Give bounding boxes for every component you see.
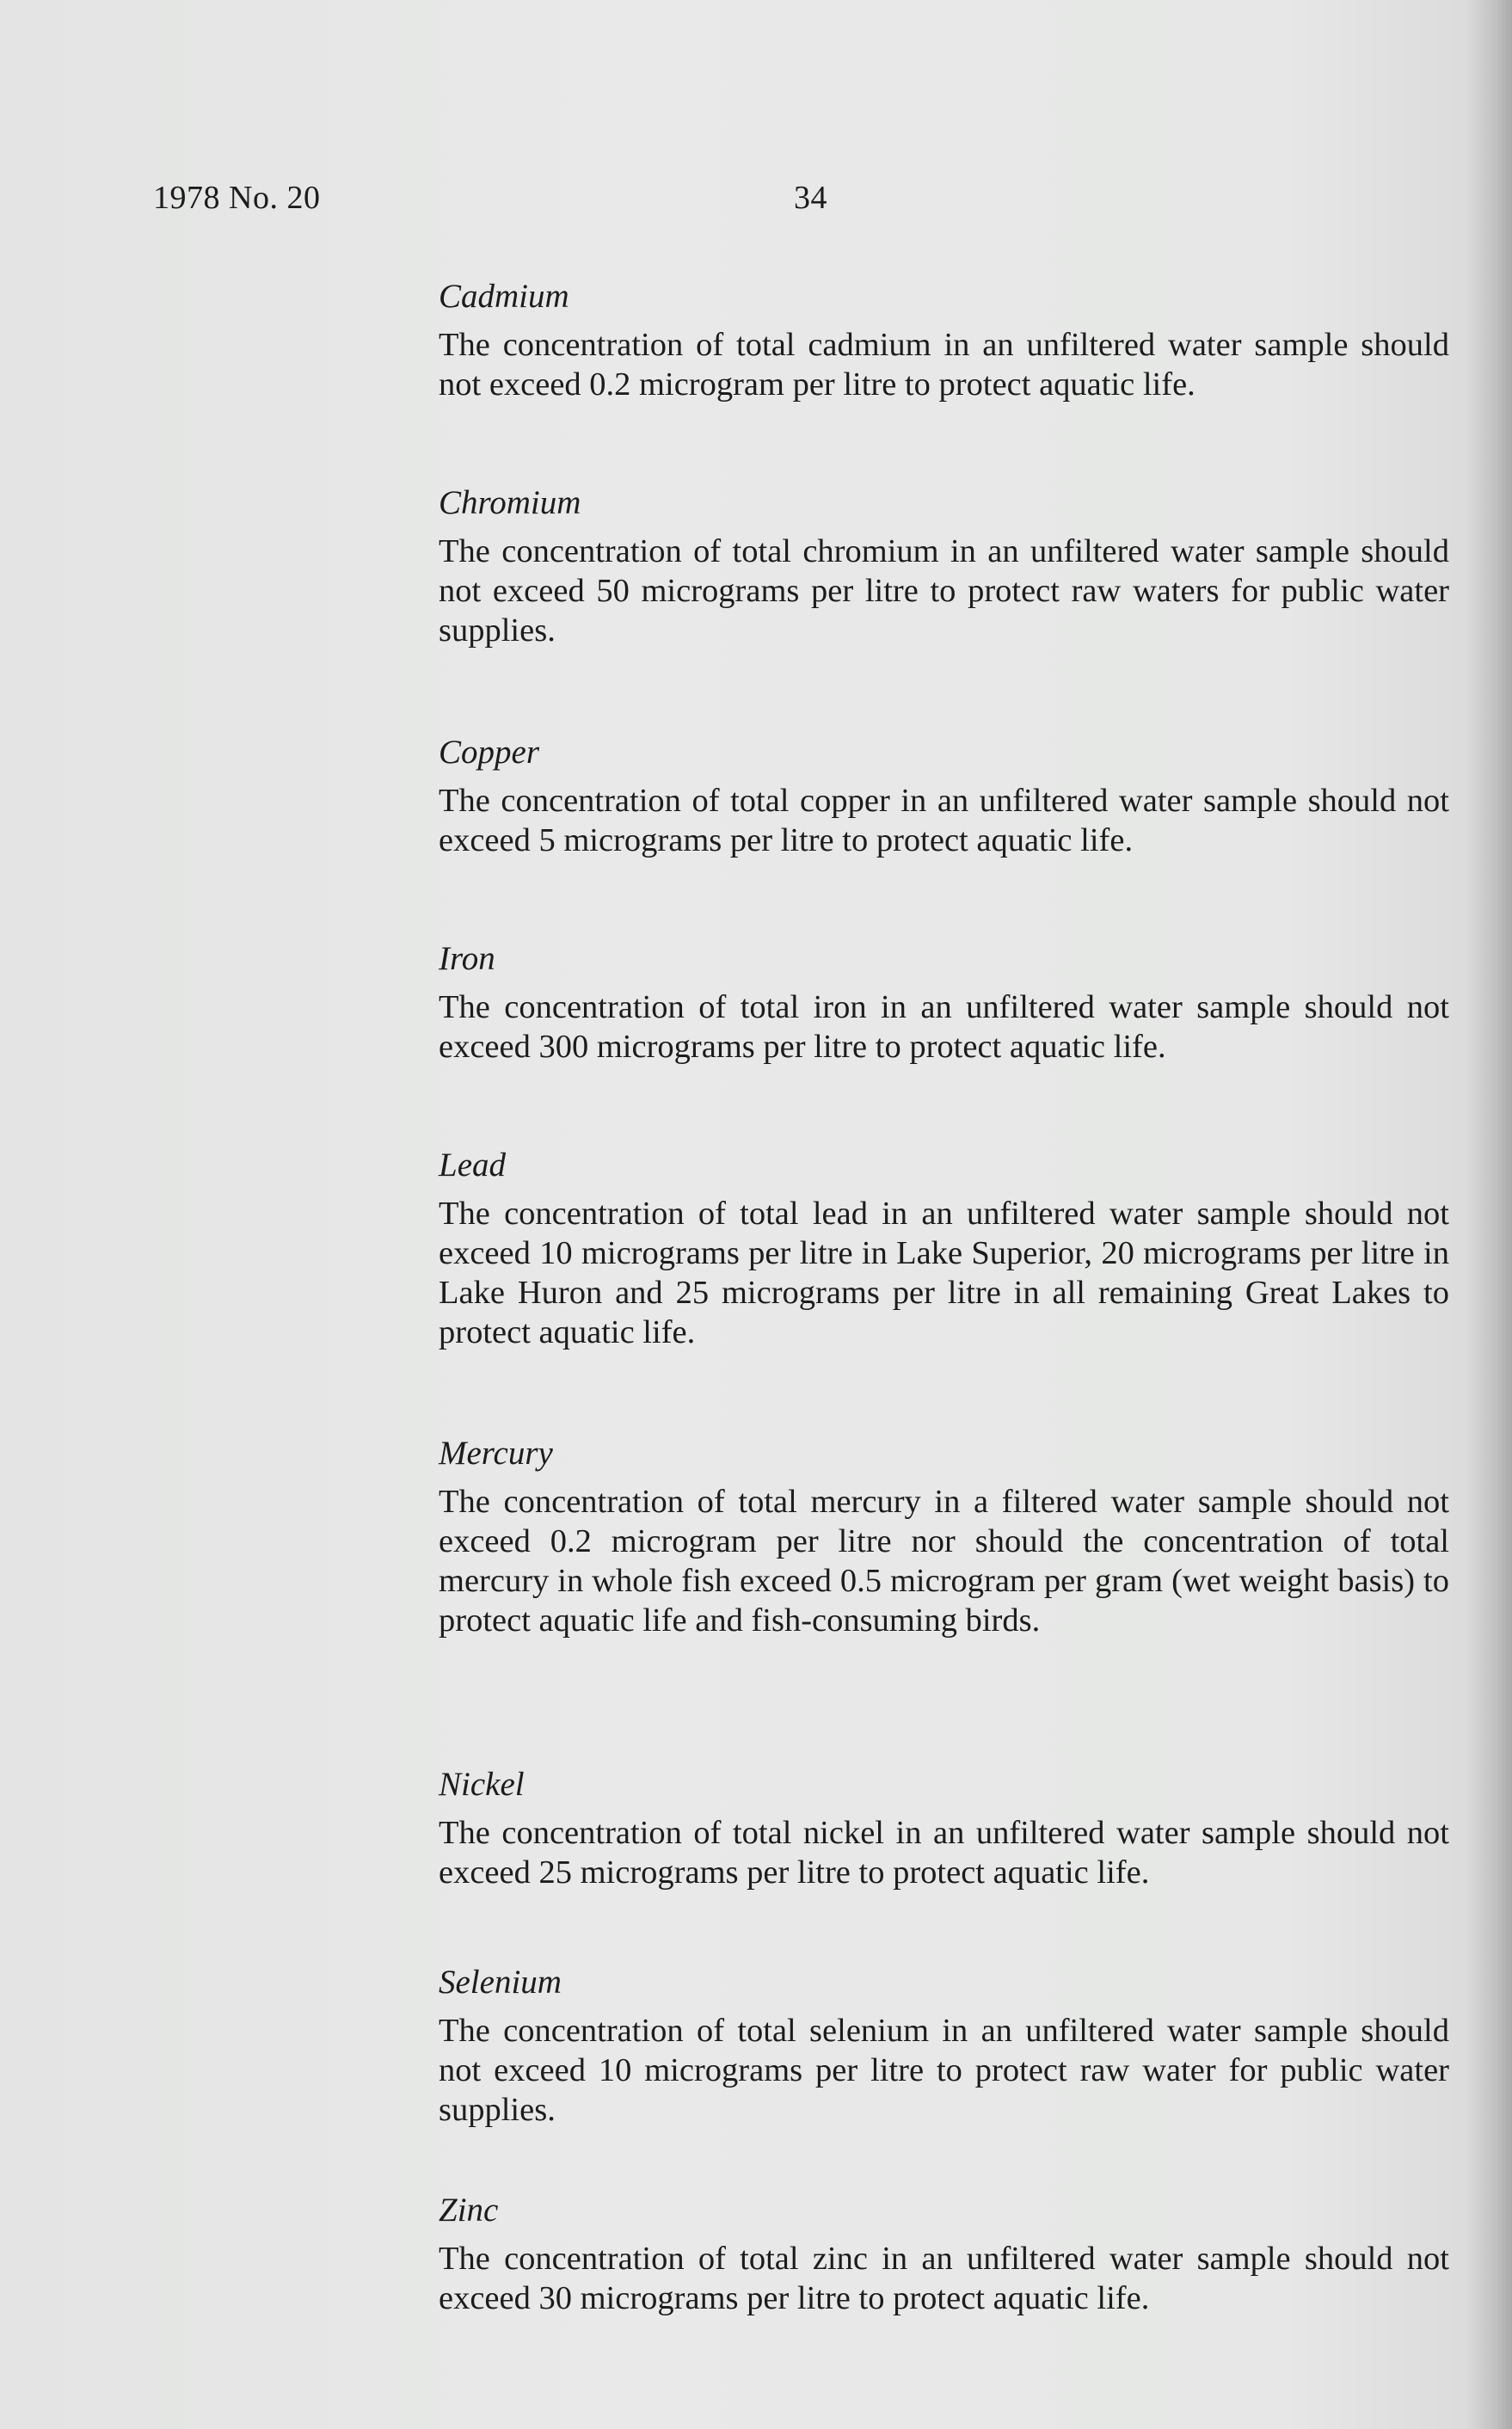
- page-number: 34: [794, 180, 827, 216]
- section-chromium: [439, 483, 1449, 650]
- section-paragraph: The concentration of total iron in an unfiltered water sample should not exceed 300 micrograms per litre to protect aquatic life.: [439, 989, 1449, 1065]
- section-cadmium: [439, 277, 1449, 404]
- section-paragraph: The concentration of total cadmium in an unfiltered water sample should not exceed 0.2 microgram per litre to protect aquatic life.: [439, 327, 1449, 403]
- section-title: Nickel: [439, 1766, 525, 1803]
- section-title: Cadmium: [439, 278, 569, 315]
- section-title: Mercury: [439, 1435, 553, 1472]
- section-title: Chromium: [439, 484, 581, 521]
- section-title: Zinc: [439, 2192, 499, 2229]
- section-paragraph: The concentration of total copper in an unfiltered water sample should not exceed 5 micrograms per litre to protect aquatic life.: [439, 783, 1449, 858]
- section-paragraph: The concentration of total nickel in an unfiltered water sample should not exceed 25 micrograms per litre to protect aquatic life.: [439, 1815, 1449, 1891]
- section-mercury: [439, 1434, 1449, 1640]
- section-zinc: [439, 2191, 1449, 2318]
- section-iron: [439, 939, 1449, 1067]
- section-title: Copper: [439, 734, 539, 771]
- section-paragraph: The concentration of total chromium in an unfiltered water sample should not exceed 50 micrograms per litre to protect raw waters for public water supplies.: [439, 533, 1449, 649]
- section-paragraph: The concentration of total zinc in an unfiltered water sample should not exceed 30 micrograms per litre to protect aquatic life.: [439, 2241, 1449, 2316]
- section-paragraph: The concentration of total selenium in an unfiltered water sample should not exceed 10 micrograms per litre to protect raw water for public water supplies.: [439, 2013, 1449, 2128]
- section-lead: [439, 1146, 1449, 1352]
- section-selenium: [439, 1963, 1449, 2130]
- section-nickel: [439, 1765, 1449, 1892]
- section-title: Selenium: [439, 1964, 562, 2001]
- section-paragraph: The concentration of total lead in an unfiltered water sample should not exceed 10 micrograms per litre in Lake Superior, 20 micrograms per litre in Lake Huron and 25 micrograms per litre in all remaining Great Lakes to protect aquatic life.: [439, 1196, 1449, 1350]
- page-header: [153, 179, 827, 217]
- section-title: Iron: [439, 940, 495, 977]
- section-copper: [439, 733, 1449, 860]
- section-title: Lead: [439, 1147, 506, 1184]
- statute-reference: 1978 No. 20: [153, 180, 321, 216]
- section-paragraph: The concentration of total mercury in a filtered water sample should not exceed 0.2 microgram per litre nor should the concentration of total mercury in whole fish exceed 0.5 microgram per gram (wet weight basis) to protect aquatic life and fish-consuming birds.: [439, 1484, 1449, 1639]
